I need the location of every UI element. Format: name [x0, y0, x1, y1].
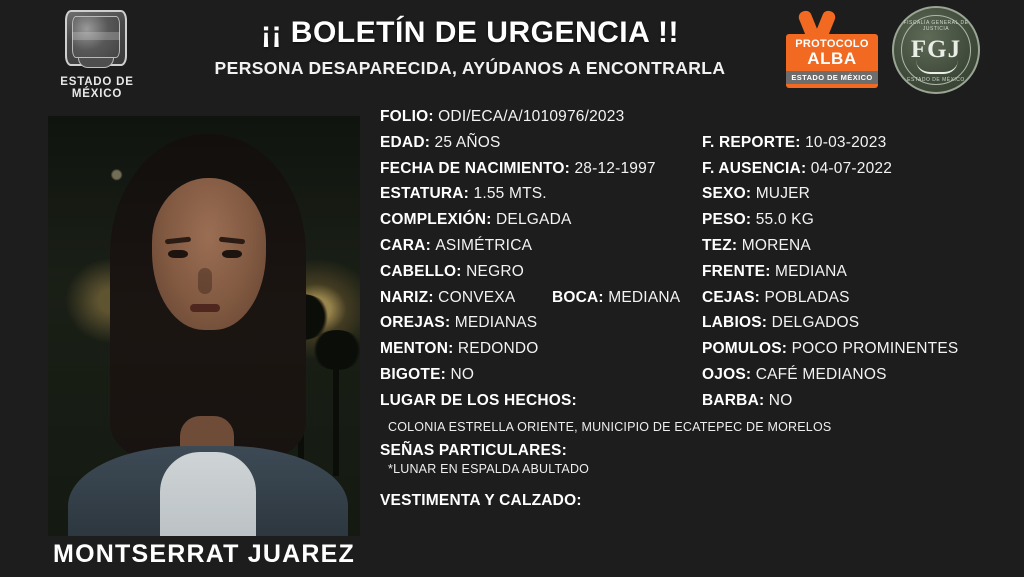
ojos-value: CAFÉ MEDIANOS: [755, 365, 887, 383]
alba-line3: ESTADO DE MÉXICO: [786, 71, 878, 84]
frente-value: MEDIANA: [775, 262, 848, 280]
folio-value: ODI/ECA/A/1010976/2023: [438, 108, 625, 125]
boca-label: BOCA:: [552, 288, 604, 306]
labios-label: LABIOS:: [702, 314, 768, 332]
complexion-label: COMPLEXIÓN:: [380, 211, 492, 229]
peso-label: PESO:: [702, 211, 752, 229]
cejas-label: CEJAS:: [702, 288, 761, 306]
peso-value: 55.0 KG: [755, 211, 814, 229]
tez-value: MORENA: [741, 236, 811, 254]
edad-value: 25 AÑOS: [434, 133, 501, 151]
lugar-hechos-value: COLONIA ESTRELLA ORIENTE, MUNICIPIO DE ECATEPEC DE MORELOS: [388, 419, 832, 434]
menton-label: MENTON:: [380, 340, 454, 358]
fgj-micro-bottom: ESTADO DE MÉXICO: [907, 77, 965, 83]
estatura-label: ESTATURA:: [380, 185, 470, 203]
cabello-value: NEGRO: [466, 262, 524, 280]
f-ausencia-value: 04-07-2022: [810, 159, 893, 177]
field-row-cara-tez: [380, 237, 980, 263]
f-ausencia-label: F. AUSENCIA:: [702, 159, 807, 177]
alba-line1: PROTOCOLO: [795, 38, 869, 50]
cara-value: ASIMÉTRICA: [435, 236, 533, 254]
state-emblem: [42, 8, 152, 100]
person-name: MONTSERRAT JUAREZ: [53, 540, 355, 568]
fgj-seal: [892, 6, 980, 94]
menton-value: REDONDO: [457, 340, 539, 358]
field-row-estatura-sexo: [380, 185, 980, 211]
boca-value: MEDIANA: [608, 288, 681, 306]
alba-line2: ALBA: [807, 49, 857, 68]
field-row-nacimiento-ausencia: [380, 160, 980, 186]
field-row-complexion-peso: [380, 211, 980, 237]
bigote-label: BIGOTE:: [380, 365, 446, 383]
field-row-nariz-boca-cejas: [380, 289, 980, 315]
field-row-lugar-barba: [380, 392, 980, 418]
field-row-edad-reporte: [380, 134, 980, 160]
field-row-bigote-ojos: [380, 366, 980, 392]
person-details: [380, 108, 980, 518]
barba-value: NO: [768, 391, 793, 409]
bigote-value: NO: [450, 365, 475, 383]
sexo-label: SEXO:: [702, 185, 752, 203]
fecha-nacimiento-label: FECHA DE NACIMIENTO:: [380, 159, 570, 177]
f-reporte-value: 10-03-2023: [805, 133, 887, 151]
f-reporte-label: F. REPORTE:: [702, 133, 801, 151]
senas-particulares-label: SEÑAS PARTICULARES:: [380, 441, 567, 459]
sexo-value: MUJER: [755, 185, 811, 203]
orejas-value: MEDIANAS: [454, 314, 538, 332]
fgj-letters: FGJ: [910, 36, 962, 63]
pomulos-label: POMULOS:: [702, 340, 788, 358]
estatura-value: 1.55 MTS.: [473, 185, 547, 203]
lugar-hechos-label: LUGAR DE LOS HECHOS:: [380, 391, 577, 409]
pomulos-value: POCO PROMINENTES: [791, 340, 959, 358]
senas-particulares-value: *LUNAR EN ESPALDA ABULTADO: [388, 461, 590, 476]
cara-label: CARA:: [380, 236, 431, 254]
state-emblem-label: ESTADO DE MÉXICO: [60, 76, 134, 100]
page-title: ¡¡ BOLETÍN DE URGENCIA !!: [260, 16, 680, 49]
protocolo-alba-badge: [786, 8, 878, 94]
poster-title-block: [170, 16, 770, 79]
folio-label: FOLIO:: [380, 108, 434, 125]
fecha-nacimiento-value: 28-12-1997: [574, 159, 656, 177]
fgj-micro-top: FISCALÍA GENERAL DE JUSTICIA: [903, 20, 969, 32]
photo-image: [48, 116, 360, 536]
orejas-label: OREJAS:: [380, 314, 451, 332]
cejas-value: POBLADAS: [764, 288, 850, 306]
field-row-cabello-frente: [380, 263, 980, 289]
poster-header: [0, 0, 1024, 100]
state-shield-icon: [60, 8, 134, 70]
barba-label: BARBA:: [702, 391, 765, 409]
page-subtitle: PERSONA DESAPARECIDA, AYÚDANOS A ENCONTRARLA: [214, 58, 726, 78]
field-row-folio: [380, 108, 980, 134]
frente-label: FRENTE:: [702, 262, 771, 280]
field-row-orejas-labios: [380, 314, 980, 340]
vestimenta-label: VESTIMENTA Y CALZADO:: [380, 491, 582, 509]
field-row-menton-pomulos: [380, 340, 980, 366]
tez-label: TEZ:: [702, 236, 738, 254]
ojos-label: OJOS:: [702, 365, 752, 383]
cabello-label: CABELLO:: [380, 262, 462, 280]
complexion-value: DELGADA: [496, 211, 572, 229]
nariz-label: NARIZ:: [380, 288, 434, 306]
labios-value: DELGADOS: [771, 314, 860, 332]
missing-person-photo: [48, 116, 360, 536]
nariz-value: CONVEXA: [438, 288, 516, 306]
edad-label: EDAD:: [380, 133, 431, 151]
